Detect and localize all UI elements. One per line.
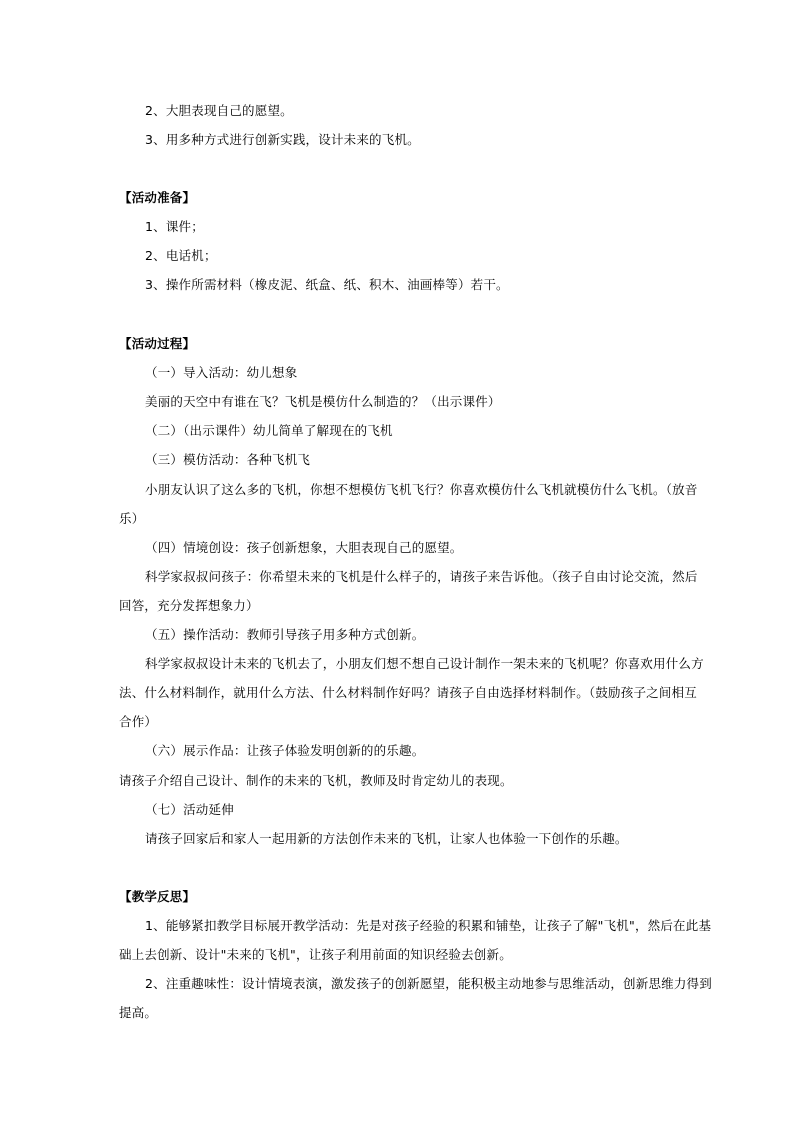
preparation-heading: 【活动准备】	[119, 190, 196, 205]
process-step-1-title: （一）导入活动：幼儿想象	[145, 365, 298, 380]
preparation-item-1: 1、课件；	[145, 219, 204, 234]
process-step-2-title: （二）（出示课件）幼儿简单了解现在的飞机	[145, 423, 393, 438]
reflection-item-2-line-1: 2、注重趣味性：设计情境表演，激发孩子的创新愿望，能积极主动地参与思维活动，创新思维力得到	[145, 976, 712, 991]
process-step-5-title: （五）操作活动：教师引导孩子用多种方式创新。	[145, 627, 425, 642]
reflection-item-1-line-1: 1、能够紧扣教学目标展开教学活动：先是对孩子经验的积累和铺垫，让孩子了解"飞机"，然后在此基	[145, 918, 712, 933]
preparation-item-2: 2、电话机；	[145, 248, 217, 263]
preparation-item-3: 3、操作所需材料（橡皮泥、纸盒、纸、积木、油画棒等）若干。	[145, 277, 509, 292]
reflection-item-1-line-2: 础上去创新、设计"未来的飞机"，让孩子利用前面的知识经验去创新。	[119, 947, 512, 962]
reflection-heading: 【教学反思】	[119, 889, 196, 904]
process-step-4-title: （四）情境创设：孩子创新想象，大胆表现自己的愿望。	[145, 540, 463, 555]
process-step-4-text-line-2: 回答，充分发挥想象力）	[119, 598, 259, 613]
process-step-3-text-line-1: 小朋友认识了这么多的飞机，你想不想模仿飞机飞行？你喜欢模仿什么飞机就模仿什么飞机。（放音	[145, 482, 698, 497]
objective-item-3: 3、用多种方式进行创新实践，设计未来的飞机。	[145, 132, 420, 147]
objective-item-2: 2、大胆表现自己的愿望。	[145, 103, 293, 118]
reflection-item-2-line-2: 提高。	[119, 1005, 158, 1020]
process-step-1-text: 美丽的天空中有谁在飞？飞机是模仿什么制造的？（出示课件）	[145, 394, 501, 409]
process-step-4-text-line-1: 科学家叔叔问孩子：你希望未来的飞机是什么样子的，请孩子来告诉他。（孩子自由讨论交流，然后	[145, 569, 698, 584]
process-heading: 【活动过程】	[119, 336, 196, 351]
process-step-7-title: （七）活动延伸	[145, 802, 234, 817]
process-step-7-text: 请孩子回家后和家人一起用新的方法创作未来的飞机，让家人也体验一下创作的乐趣。	[145, 831, 628, 846]
process-step-5-text-line-2: 法、什么材料制作，就用什么方法、什么材料制作好吗？请孩子自由选择材料制作。（鼓励孩子之间相互	[119, 685, 697, 700]
process-step-5-text-line-1: 科学家叔叔设计未来的飞机去了，小朋友们想不想自己设计制作一架未来的飞机呢？你喜欢用什么方	[145, 656, 704, 671]
process-step-5-text-line-3: 合作）	[119, 714, 158, 729]
process-step-6-text: 请孩子介绍自己设计、制作的未来的飞机，教师及时肯定幼儿的表现。	[119, 773, 513, 788]
process-step-3-title: （三）模仿活动：各种飞机飞	[145, 452, 311, 467]
process-step-6-title: （六）展示作品：让孩子体验发明创新的的乐趣。	[145, 743, 425, 758]
process-step-3-text-line-2: 乐）	[119, 511, 145, 526]
